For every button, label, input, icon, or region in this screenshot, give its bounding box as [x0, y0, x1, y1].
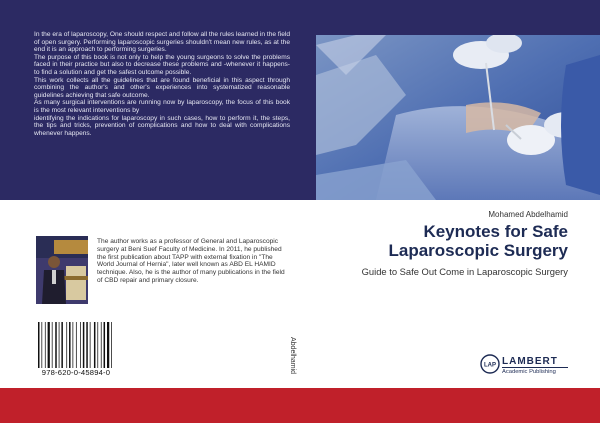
back-cover-blurb — [34, 31, 290, 137]
barcode-icon — [36, 322, 114, 368]
book-title — [328, 222, 568, 260]
lap-seal-text: LAP — [484, 362, 496, 369]
title-line: Laparoscopic Surgery — [388, 241, 568, 260]
blurb-paragraph: The purpose of this book is not only to help the young surgeons to solve the problems faced in their practice but also to decrease these problems and -whenever it happens- to find a solution and get the safest outcome possible. — [34, 53, 290, 76]
lap-seal-icon — [480, 354, 500, 374]
spine-author: Abdelhamid — [289, 337, 296, 374]
blurb-paragraph: As many surgical interventions are running now by laparoscopy, the focus of this book is the most relevant interventions by — [34, 99, 290, 114]
author-photo — [36, 236, 88, 304]
publisher-divider — [502, 367, 568, 368]
publisher-name: LAMBERT — [502, 356, 558, 367]
bottom-red-band — [0, 388, 600, 423]
blurb-paragraph: identifying the indications for laparoscopy in such cases, how to perform it, the steps, the tips and tricks, prevention of complications and how to deal with complications whenever happens. — [34, 114, 290, 137]
author-bio: The author works as a professor of General and Laparoscopic surgery at Beni Suef Faculty of Medicine. In 2011, he published the first publication about TAPP with external fixation in "The World Journal of Hernia", later well known as ABD EL HAMID technique. Also, he is the author of many publications in the field of CBD repair and primary closure. — [97, 238, 285, 284]
isbn-number: 978-620-0-45894-0 — [41, 368, 111, 377]
blurb-paragraph: In the era of laparoscopy, One should respect and follow all the rules learned in the field of open surgery. Performing laparoscopic surgeries shouldn't mean new rules, as at the end it is an approach to performing surgeries. — [34, 31, 290, 54]
publisher-logo — [480, 354, 572, 378]
publisher-tagline: Academic Publishing — [502, 369, 556, 375]
book-subtitle: Guide to Safe Out Come in Laparoscopic Surgery — [361, 266, 568, 277]
title-line: Keynotes for Safe — [423, 222, 568, 241]
surgery-photo — [316, 35, 600, 200]
front-author-name: Mohamed Abdelhamid — [488, 210, 568, 219]
blurb-paragraph: This work collects all the guidelines that are found beneficial in this aspect through combining the author's and other's experiences into systematized reasonable guidelines achieving that safe outcome. — [34, 76, 290, 99]
